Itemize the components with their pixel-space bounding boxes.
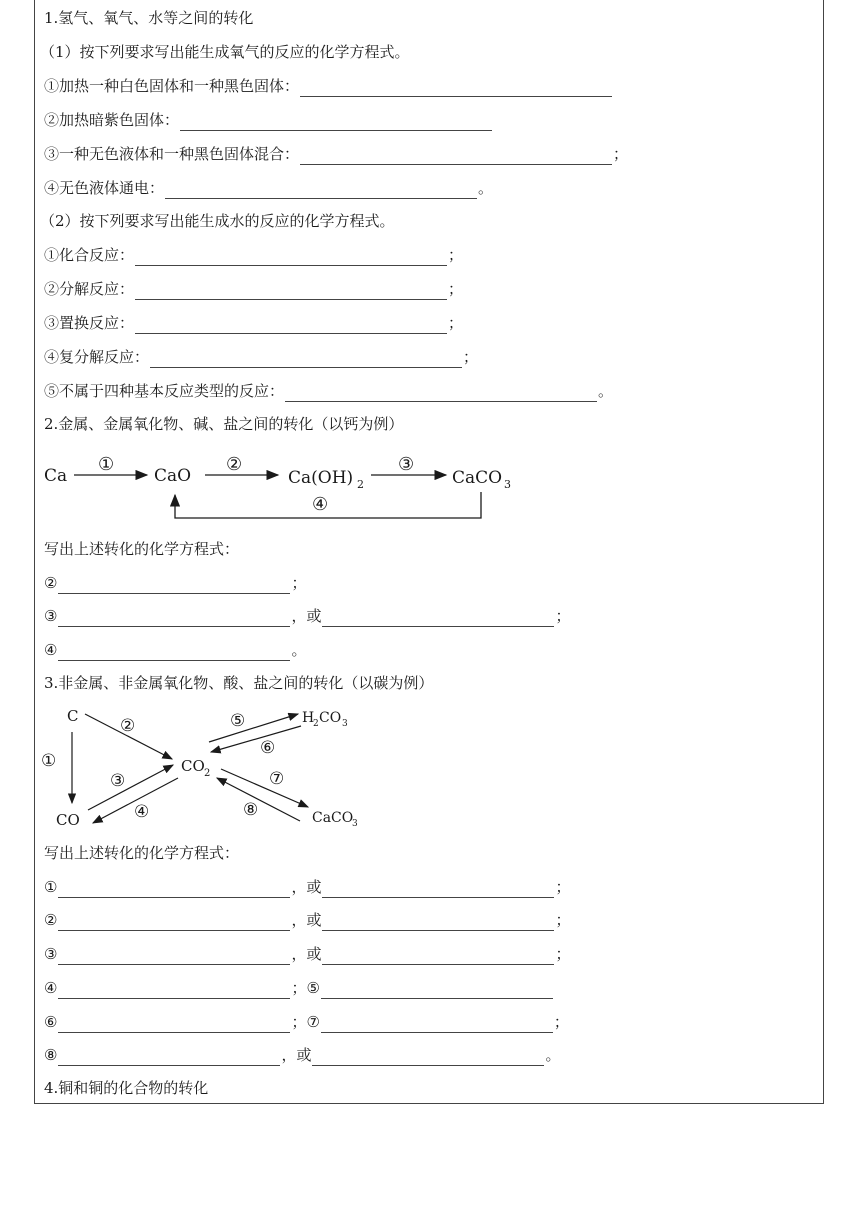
answer-blank[interactable]: [285, 385, 597, 402]
answer-blank[interactable]: [58, 1049, 280, 1066]
calcium-prompt: 写出上述转化的化学方程式：: [44, 540, 240, 558]
co2-subscript: 2: [204, 768, 211, 779]
step-8-label: ⑧: [243, 800, 259, 820]
answer-blank[interactable]: [58, 881, 290, 898]
answer-blank[interactable]: [322, 610, 554, 627]
step-2-label: ②: [120, 716, 136, 736]
carbon-eq-6-7: ⑥ ； ⑦ ；: [44, 1013, 569, 1031]
ca-label: Ca: [44, 466, 68, 486]
answer-blank[interactable]: [322, 914, 554, 931]
section-4-title: 4.铜和铜的化合物的转化: [44, 1079, 209, 1097]
water-item-4: ④复分解反应： ；: [44, 348, 479, 366]
step-1-label: ①: [98, 454, 115, 475]
answer-blank[interactable]: [180, 114, 492, 131]
co2-label: CO: [181, 757, 205, 775]
step-4-label: ④: [312, 494, 329, 515]
answer-blank[interactable]: [312, 1049, 544, 1066]
answer-blank[interactable]: [322, 948, 554, 965]
answer-blank[interactable]: [300, 80, 612, 97]
water-item-5: ⑤不属于四种基本反应类型的反应： 。: [44, 382, 614, 400]
water-item-3: ③置换反应： ；: [44, 314, 464, 332]
answer-blank[interactable]: [58, 610, 290, 627]
water-item-1: ①化合反应： ；: [44, 246, 464, 264]
answer-blank[interactable]: [165, 182, 477, 199]
step-6-label: ⑥: [260, 738, 276, 758]
arrow-5: [209, 714, 298, 742]
oxygen-item-2: ②加热暗紫色固体：: [44, 109, 493, 131]
oxygen-item-4: ④无色液体通电： 。: [44, 179, 494, 197]
step-5-label: ⑤: [230, 711, 246, 731]
caco3-subscript: 3: [352, 819, 358, 829]
h2co3-sub3: 3: [342, 719, 348, 729]
section-2-title: 2.金属、金属氧化物、碱、盐之间的转化（以钙为例）: [44, 415, 404, 433]
step-4-label: ④: [134, 802, 150, 822]
carbon-eq-2: ② ，或 ；: [44, 911, 571, 929]
answer-blank[interactable]: [58, 948, 290, 965]
water-prompt: （2）按下列要求写出能生成水的反应的化学方程式。: [40, 212, 395, 230]
calcium-eq-3: ③ ，或 ；: [44, 607, 571, 625]
arrow-7: [221, 769, 308, 807]
carbon-eq-4-5: ④ ； ⑤: [44, 977, 554, 999]
h2co3-co: CO: [319, 710, 342, 726]
carbon-eq-3: ③ ，或 ；: [44, 945, 571, 963]
carbon-eq-8: ⑧ ，或 。: [44, 1046, 561, 1064]
answer-blank[interactable]: [135, 317, 447, 334]
answer-blank[interactable]: [58, 577, 290, 594]
oxygen-prompt: （1）按下列要求写出能生成氧气的反应的化学方程式。: [40, 43, 410, 61]
step-3-label: ③: [110, 771, 126, 791]
caco3-subscript: 3: [504, 478, 511, 491]
answer-blank[interactable]: [321, 1016, 553, 1033]
step-7-label: ⑦: [269, 769, 285, 789]
answer-blank[interactable]: [58, 914, 290, 931]
calcium-eq-2: ② ；: [44, 574, 307, 592]
answer-blank[interactable]: [321, 982, 553, 999]
calcium-eq-4: ④ 。: [44, 641, 307, 659]
co-label: CO: [56, 811, 80, 829]
caoh2-label: Ca(OH): [288, 468, 354, 488]
answer-blank[interactable]: [135, 283, 447, 300]
caco3-label: CaCO: [312, 810, 354, 826]
answer-blank[interactable]: [150, 351, 462, 368]
arrow-6: [211, 726, 301, 752]
carbon-eq-1: ① ，或 ；: [44, 878, 571, 896]
section-3-title: 3.非金属、非金属氧化物、酸、盐之间的转化（以碳为例）: [44, 674, 434, 692]
oxygen-item-3: ③一种无色液体和一种黑色固体混合： ；: [44, 145, 629, 163]
carbon-diagram: [40, 702, 380, 832]
c-label: C: [67, 707, 79, 725]
h2co3-sub2: 2: [313, 719, 319, 729]
step-1-label: ①: [41, 751, 57, 771]
step-2-label: ②: [226, 454, 243, 475]
step-3-label: ③: [398, 454, 415, 475]
h2co3-h: H: [302, 710, 315, 726]
carbon-prompt: 写出上述转化的化学方程式：: [44, 844, 240, 862]
answer-blank[interactable]: [300, 148, 612, 165]
caoh2-subscript: 2: [357, 478, 364, 491]
answer-blank[interactable]: [135, 249, 447, 266]
water-item-2: ②分解反应： ；: [44, 280, 464, 298]
answer-blank[interactable]: [58, 1016, 290, 1033]
answer-blank[interactable]: [58, 644, 290, 661]
caco3-label: CaCO: [452, 468, 503, 488]
oxygen-item-1: ①加热一种白色固体和一种黑色固体：: [44, 75, 613, 97]
calcium-diagram: [40, 448, 530, 526]
section-1-title: 1.氢气、氧气、水等之间的转化: [44, 9, 254, 27]
cao-label: CaO: [154, 466, 192, 486]
answer-blank[interactable]: [58, 982, 290, 999]
arrow-8: [217, 778, 300, 821]
answer-blank[interactable]: [322, 881, 554, 898]
